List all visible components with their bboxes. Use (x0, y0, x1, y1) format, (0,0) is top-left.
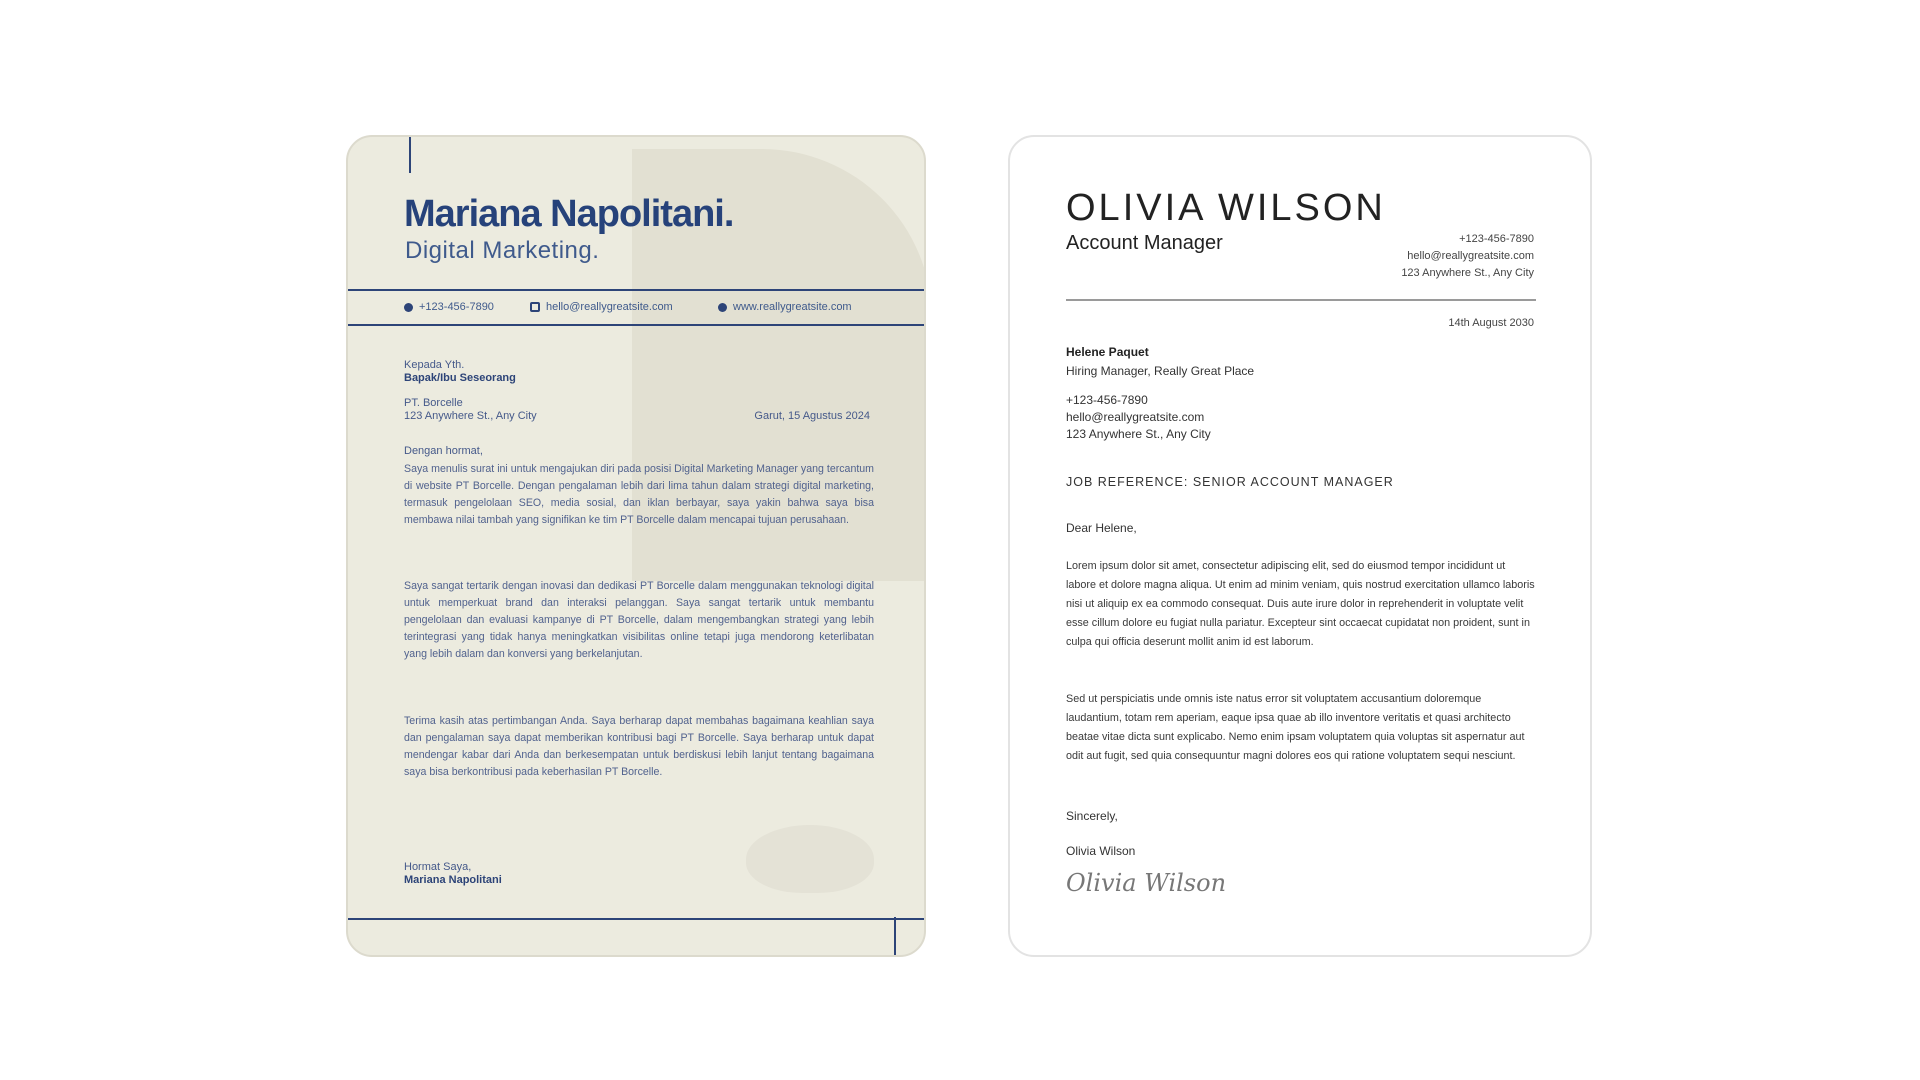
job-reference: JOB REFERENCE: SENIOR ACCOUNT MANAGER (1066, 475, 1394, 489)
divider (348, 918, 924, 920)
closing: Hormat Saya, (404, 861, 472, 873)
cover-letter-olivia (1008, 135, 1592, 957)
contact-email: hello@reallygreatsite.com (530, 301, 673, 313)
letter-name: OLIVIA WILSON (1066, 187, 1386, 229)
recipient-name: Helene Paquet (1066, 345, 1149, 359)
letter-date: 14th August 2030 (1448, 317, 1534, 329)
phone-icon (404, 303, 413, 312)
divider (348, 289, 924, 291)
closing: Sincerely, (1066, 809, 1118, 823)
letter-role: Account Manager (1066, 232, 1223, 254)
recipient-title: Hiring Manager, Really Great Place (1066, 364, 1255, 378)
divider (348, 324, 924, 326)
decorative-leaf (746, 825, 874, 893)
body-paragraph: Saya sangat tertarik dengan inovasi dan dedikasi PT Borcelle dalam menggunakan teknologi digital untuk memperkuat brand dan interaksi pelanggan. Saya sangat tertarik untuk membantu pengelolaan dan evaluasi kampanye di PT Borcelle, dalam mengembangkan strategi yang lebih terintegrasi yang tidak hanya meningkatkan visibilitas online tetapi juga mendorong keterlibatan yang lebih dalam dan konversi yang berkelanjutan. (404, 580, 874, 660)
recipient-email: hello@reallygreatsite.com (1066, 410, 1205, 424)
decorative-line (894, 917, 896, 957)
letter-role: Digital Marketing. (405, 237, 600, 264)
contact-website: www.reallygreatsite.com (718, 301, 852, 313)
divider (1066, 299, 1536, 301)
body-paragraph: Lorem ipsum dolor sit amet, consectetur adipiscing elit, sed do eiusmod tempor incididunt ut labore et dolore magna aliqua. Ut enim ad minim veniam, quis nostrud exercitation ullamco laboris nisi ut aliquip ex ea commodo consequat. Duis aute irure dolor in reprehenderit in voluptate velit esse cillum dolore eu fugiat nulla pariatur. Excepteur sint occaecat cupidatat non proident, sunt in culpa qui officia deserunt mollit anim id est laborum. (1066, 560, 1535, 648)
letter-name: Mariana Napolitani. (404, 193, 734, 235)
recipient-name: Bapak/Ibu Seseorang (404, 372, 516, 384)
sender-address: 123 Anywhere St., Any City (1401, 267, 1534, 279)
contact-phone: +123-456-7890 (404, 301, 494, 313)
greeting: Dear Helene, (1066, 521, 1137, 535)
handwritten-signature: Olivia Wilson (1066, 869, 1227, 897)
sender-email: hello@reallygreatsite.com (1407, 250, 1534, 262)
sender-phone: +123-456-7890 (1459, 233, 1534, 245)
salutation: Dengan hormat, (404, 445, 483, 457)
letter-date: Garut, 15 Agustus 2024 (754, 410, 870, 422)
body-paragraph: Saya menulis surat ini untuk mengajukan diri pada posisi Digital Marketing Manager yang tercantum di website PT Borcelle. Dengan pengalaman lebih dari lima tahun dalam strategi digital marketing, termasuk pengelolaan SEO, media sosial, dan iklan berbayar, saya yakin bahwa saya bisa membawa nilai tambah yang signifikan ke tim PT Borcelle dalam mencapai tujuan perusahaan. (404, 463, 874, 526)
recipient-company: PT. Borcelle (404, 397, 463, 409)
recipient-address: 123 Anywhere St., Any City (404, 410, 537, 422)
email-icon (530, 302, 540, 312)
recipient-prefix: Kepada Yth. (404, 359, 465, 371)
body-paragraph: Sed ut perspiciatis unde omnis iste natus error sit voluptatem accusantium doloremque laudantium, totam rem aperiam, eaque ipsa quae ab illo inventore veritatis et quasi architecto beatae vitae dicta sunt explicabo. Nemo enim ipsam voluptatem quia voluptas sit aspernatur aut odit aut fugit, sed quia consequuntur magni dolores eos qui ratione voluptatem sequi nesciunt. (1066, 693, 1525, 762)
body-paragraph: Terima kasih atas pertimbangan Anda. Saya berharap dapat membahas bagaimana keahlian saya dan pengalaman saya dapat memberikan kontribusi bagi PT Borcelle. Saya berharap untuk dapat mendengar kabar dari Anda dan berkesempatan untuk berdiskusi lebih lanjut tentang bagaimana saya bisa berkontribusi pada keberhasilan PT Borcelle. (404, 715, 874, 778)
decorative-line (409, 137, 411, 173)
recipient-phone: +123-456-7890 (1066, 393, 1148, 407)
signer-name: Olivia Wilson (1066, 844, 1136, 858)
web-icon (718, 303, 727, 312)
cover-letter-mariana (346, 135, 926, 957)
signature-name: Mariana Napolitani (404, 874, 502, 886)
recipient-address: 123 Anywhere St., Any City (1066, 427, 1211, 441)
